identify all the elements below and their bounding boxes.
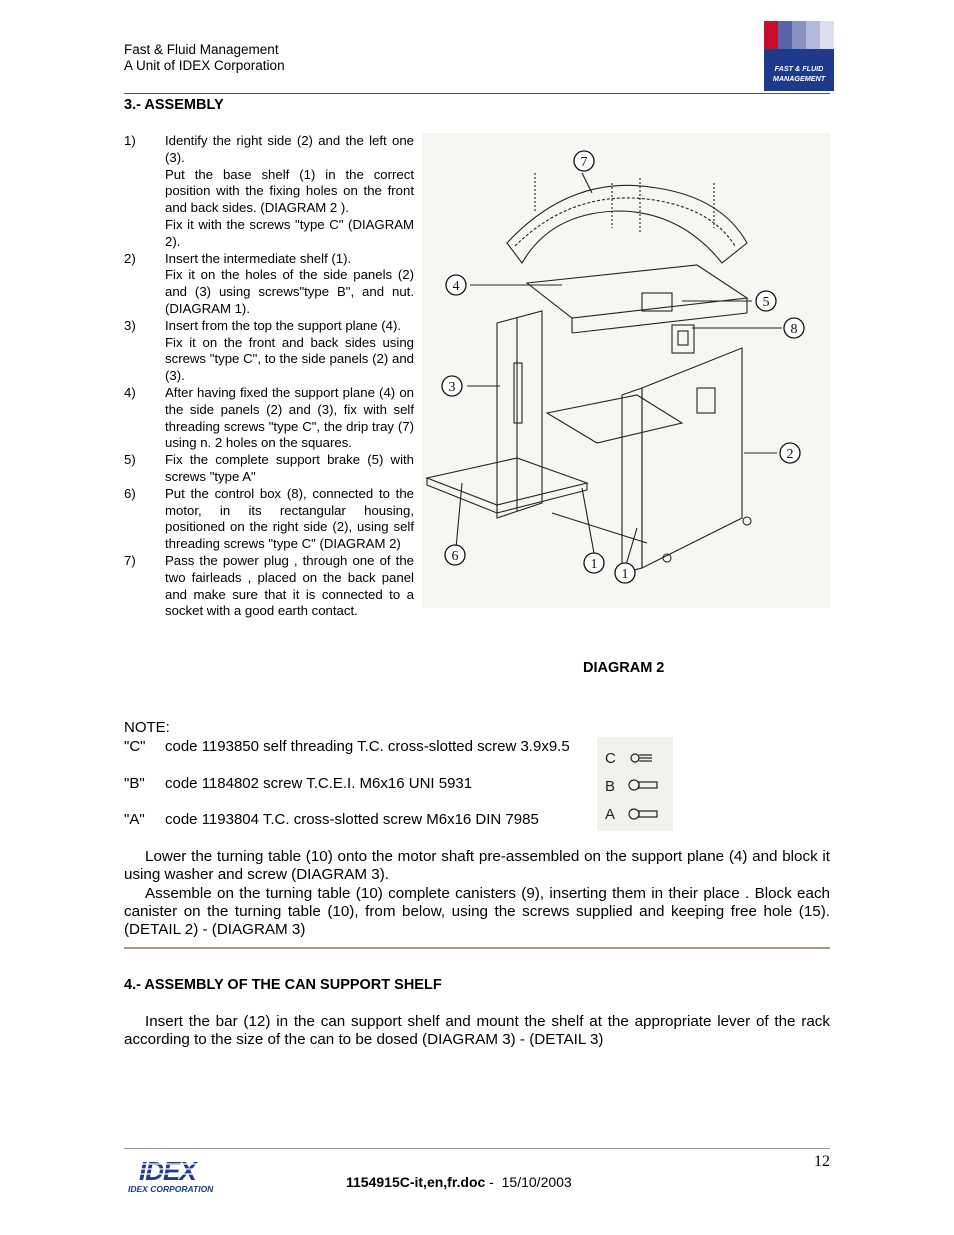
- company-name: Fast & Fluid Management: [124, 42, 279, 57]
- callout-6: [445, 545, 465, 565]
- step-6: [124, 486, 414, 553]
- page-number: 12: [814, 1153, 830, 1170]
- step-number: 7): [124, 552, 136, 568]
- callout-7: [574, 151, 594, 171]
- note-label: NOTE:: [124, 719, 170, 736]
- step-text: After having fixed the support plane (4) on the side panels (2) and (3), fix with self threading screws "type C", the drip tray (7) using n. 2 holes on the squares.: [165, 384, 414, 451]
- step-text: Pass the power plug , through one of the two fairleads , placed on the back panel and make sure that it is connected to a socket with a good earth contact.: [165, 552, 414, 619]
- doc-separator: -: [485, 1174, 502, 1190]
- callout-3: [442, 376, 462, 396]
- step-5: [124, 452, 414, 486]
- step-1: [124, 133, 414, 251]
- callout-5: [756, 291, 776, 311]
- note-type-c: "C": [124, 738, 146, 755]
- step-text: Put the base shelf (1) in the correct position with the fixing holes on the front and back sides. (DIAGRAM 2 ).: [165, 166, 414, 216]
- step-text: Fix it with the screws "type C" (DIAGRAM 2).: [165, 216, 414, 249]
- step-4: [124, 385, 414, 452]
- step-3: [124, 318, 414, 385]
- paragraph-turning-table: Lower the turning table (10) onto the motor shaft pre-assembled on the support plane (4) and block it using washer and screw (DIAGRAM 3).: [124, 848, 830, 883]
- step-number: 5): [124, 452, 136, 468]
- idex-logo-text: IDEX: [139, 1156, 196, 1186]
- step-text: Insert from the top the support plane (4).: [165, 317, 402, 333]
- logo-text-2: MANAGEMENT: [772, 74, 826, 83]
- step-number: 6): [124, 485, 136, 501]
- doc-date: 15/10/2003: [501, 1174, 572, 1190]
- idex-logo: [126, 1156, 236, 1196]
- note-type-b: "B": [124, 775, 145, 792]
- callout-4: [446, 275, 466, 295]
- step-7: [124, 553, 414, 620]
- section-title-assembly: 3.- ASSEMBLY: [124, 97, 224, 113]
- assembly-diagram: [422, 133, 830, 608]
- step-number: 1): [124, 133, 136, 148]
- step-2: [124, 251, 414, 318]
- svg-text:3: 3: [448, 380, 456, 395]
- screw-letter-b: B: [605, 778, 616, 795]
- step-text: Fix the complete support brake (5) with screws "type A": [165, 452, 414, 484]
- footer-document: [346, 1174, 572, 1190]
- screw-letter-c: C: [605, 750, 616, 767]
- step-text: Fix it on the front and back sides using screws "type C", to the side panels (2) and (3).: [165, 334, 414, 384]
- idex-logo-subtext: IDEX CORPORATION: [128, 1184, 214, 1194]
- svg-text:1: 1: [590, 557, 598, 572]
- step-number: 4): [124, 384, 136, 400]
- svg-text:2: 2: [786, 447, 794, 462]
- svg-text:4: 4: [452, 279, 460, 294]
- screw-types-image: [597, 737, 673, 831]
- note-type-a: "A": [124, 811, 145, 828]
- note-desc-c: code 1193850 self threading T.C. cross-slotted screw 3.9x9.5: [165, 738, 570, 755]
- doc-name: 1154915C-it,en,fr.doc: [346, 1174, 486, 1190]
- svg-text:5: 5: [762, 295, 770, 310]
- step-text: Put the control box (8), connected to the motor, in its rectangular housing, positioned on the right side (2), using self threading screws "type C" (DIAGRAM 2): [165, 485, 414, 552]
- svg-text:6: 6: [451, 549, 459, 564]
- assembly-steps: [124, 133, 414, 620]
- step-text: Identify the right side (2) and the left one (3).: [165, 133, 414, 165]
- header-rule: [124, 93, 830, 94]
- callout-1a: [584, 553, 604, 573]
- screw-letter-a: A: [605, 806, 616, 823]
- footer-rule: [124, 1148, 830, 1149]
- company-subtitle: A Unit of IDEX Corporation: [124, 58, 285, 73]
- step-number: 2): [124, 250, 136, 266]
- callout-8: [784, 318, 804, 338]
- svg-text:1: 1: [621, 567, 629, 582]
- callout-1b: [615, 563, 635, 583]
- section-title-can-shelf: 4.- ASSEMBLY OF THE CAN SUPPORT SHELF: [124, 977, 442, 993]
- step-text: Fix it on the holes of the side panels (2) and (3) using screws"type B", and nut.(DIAGRAM 1).: [165, 267, 414, 316]
- note-desc-a: code 1193804 T.C. cross-slotted screw M6x16 DIN 7985: [165, 811, 539, 828]
- section-rule: [124, 947, 830, 949]
- svg-text:7: 7: [580, 155, 588, 170]
- fast-fluid-logo: [764, 21, 834, 91]
- paragraph-canisters: Assemble on the turning table (10) complete canisters (9), inserting them in their place . Block each canister on the turning table (10), from below, using the screws supplied and keeping free hole (15). (DETAIL 2) - (DIAGRAM 3): [124, 885, 830, 938]
- svg-text:8: 8: [790, 322, 798, 337]
- logo-text-1: FAST & FLUID: [774, 64, 824, 73]
- diagram-caption: DIAGRAM 2: [583, 660, 665, 676]
- callout-2: [780, 443, 800, 463]
- paragraph-can-shelf: Insert the bar (12) in the can support shelf and mount the shelf at the appropriate lever of the rack according to the size of the can to be dosed (DIAGRAM 3) - (DETAIL 3): [124, 1013, 830, 1048]
- step-text: Insert the intermediate shelf (1).: [165, 250, 352, 266]
- note-desc-b: code 1184802 screw T.C.E.I. M6x16 UNI 5931: [165, 775, 473, 792]
- step-number: 3): [124, 317, 136, 333]
